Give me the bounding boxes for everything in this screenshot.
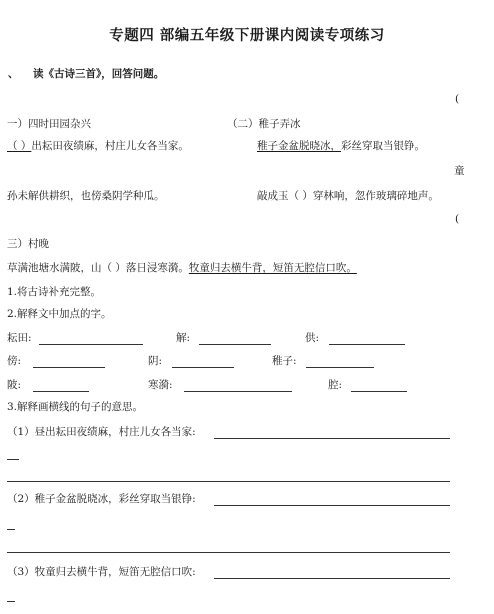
term-bang: 傍: (7, 355, 22, 367)
poem1-title: 一）四时田园杂兴 (7, 118, 91, 130)
blank-bei[interactable] (33, 391, 89, 392)
term-jie: 解: (176, 332, 191, 344)
poem2-line2-b: 忽作玻璃碎地声。 (354, 190, 439, 202)
question-3: 3.解释画横线的句子的意思。 (7, 401, 144, 413)
term-yuntian: 耘田: (7, 332, 32, 344)
blank-yin[interactable] (172, 367, 234, 368)
blank-bang[interactable] (33, 367, 105, 368)
poem3-underlined: 牧童归去横牛背，短笛无腔信口吹。 (188, 262, 357, 274)
sub-question-2: （2）稚子金盆脱晓冰，彩丝穿取当银铮: (7, 493, 196, 505)
poem3-line (7, 261, 357, 275)
question-1: 1.将古诗补充完整。 (7, 286, 102, 298)
section-marker: 、 (8, 68, 19, 80)
margin-edge-char: 童 (454, 165, 465, 177)
answer-line-1a[interactable] (214, 438, 450, 439)
answer-line-1c[interactable] (7, 481, 450, 482)
answer-line-1b[interactable] (7, 459, 19, 460)
term-qiang: 腔: (328, 379, 343, 391)
sub-question-1: （1）昼出耘田夜绩麻，村庄儿女各当家: (7, 426, 196, 438)
section-heading: 读《古诗三首》，回答问题。 (33, 68, 165, 80)
blank-qiang[interactable] (351, 391, 407, 392)
margin-paren-2: ( (455, 213, 460, 225)
answer-line-3b[interactable] (7, 601, 15, 602)
blank-yuntian[interactable] (39, 344, 143, 345)
poem2-line1-part2: 彩丝穿取当银铮。 (341, 140, 425, 152)
term-gong: 供: (305, 332, 320, 344)
term-hanyi: 寒漪: (148, 379, 173, 391)
poem1-line1-text: 出耘田夜绩麻，村庄儿女各当家。 (31, 140, 189, 152)
blank-gong[interactable] (329, 344, 405, 345)
answer-line-2c[interactable] (7, 552, 450, 553)
term-zhizi: 稚子: (272, 355, 297, 367)
term-bei: 陂: (7, 379, 22, 391)
question-2: 2.解释文中加点的字。 (7, 308, 112, 320)
answer-line-3a[interactable] (214, 578, 450, 579)
blank-hanyi[interactable] (184, 391, 292, 392)
poem2-line2 (257, 189, 439, 203)
page-title: 专题四 部编五年级下册课内阅读专项练习 (109, 27, 385, 44)
poem2-title: （二）稚子弄冰 (227, 118, 301, 130)
poem2-line1 (257, 139, 425, 153)
blank-zhizi[interactable] (306, 367, 374, 368)
poem3-plain: 草满池塘水满陂，山（ ）落日浸寒漪。 (7, 262, 189, 274)
poem1-line2: 孙未解供耕织，也傍桑阴学种瓜。 (7, 190, 165, 202)
poem2-line2-a: 敲成玉（ ）穿林响， (257, 190, 355, 202)
blank-jie[interactable] (199, 344, 271, 345)
margin-paren-1: ( (455, 93, 460, 105)
answer-line-2a[interactable] (214, 505, 450, 506)
poem1-blank[interactable]: （ ） (7, 140, 32, 152)
poem1-line1 (7, 139, 189, 153)
answer-line-2b[interactable] (7, 529, 15, 530)
poem3-title: 三）村晚 (7, 238, 49, 250)
term-yin: 阴: (148, 355, 163, 367)
sub-question-3: （3）牧童归去横牛背，短笛无腔信口吹: (7, 566, 196, 578)
poem2-underlined-part1: 稚子金盆脱晓冰， (257, 140, 341, 152)
